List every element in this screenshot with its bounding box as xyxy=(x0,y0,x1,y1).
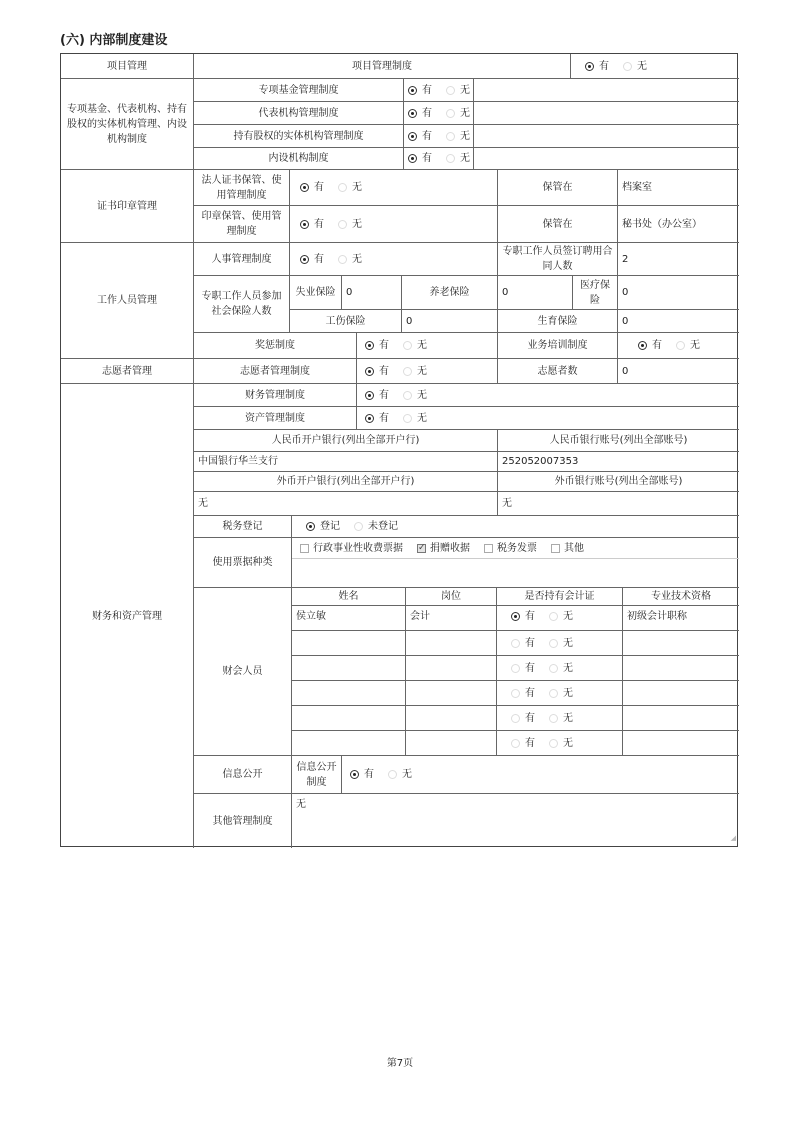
tax-unregistered-option[interactable]: 未登记 xyxy=(354,519,398,534)
fund-3-yes-option[interactable]: 有 xyxy=(408,151,432,166)
acc-header-post: 岗位 xyxy=(406,588,497,606)
radio-icon xyxy=(549,714,558,723)
acc-row-1-name[interactable] xyxy=(292,631,406,656)
acc-row-3-title[interactable] xyxy=(623,681,739,706)
fund-2-yes-option[interactable]: 有 xyxy=(408,129,432,144)
acc-row-2-post[interactable] xyxy=(406,656,497,681)
radio-selected-icon xyxy=(300,183,309,192)
project-sub-label: 项目管理制度 xyxy=(194,54,571,79)
radio-icon xyxy=(511,739,520,748)
fin-label: 财务管理制度 xyxy=(194,384,357,407)
radio-selected-icon xyxy=(408,132,417,141)
accountant-label: 财会人员 xyxy=(194,588,292,756)
radio-icon xyxy=(446,132,455,141)
radio-selected-icon xyxy=(585,62,594,71)
medical-label: 医疗保险 xyxy=(573,276,618,310)
radio-icon xyxy=(338,220,347,229)
fund-row-1-label: 代表机构管理制度 xyxy=(194,102,404,125)
section-heading: (六) 内部制度建设 xyxy=(60,33,168,48)
fund-row-1-spacer xyxy=(474,102,739,125)
checkbox-icon xyxy=(484,544,493,553)
seal-label: 证书印章管理 xyxy=(61,170,194,243)
invoice-tax-option[interactable]: 税务发票 xyxy=(484,541,537,556)
resize-handle-icon: ◢ xyxy=(730,834,736,842)
internal-system-table xyxy=(60,53,738,847)
invoice-donation-option[interactable]: ✓ 捐赠收据 xyxy=(417,541,470,556)
radio-icon xyxy=(446,109,455,118)
acc-1-yes-option[interactable]: 有 xyxy=(511,636,535,651)
volunteer-sys-label: 志愿者管理制度 xyxy=(194,359,357,384)
acc-2-yes-option[interactable]: 有 xyxy=(511,661,535,676)
insurance-label: 专职工作人员参加社会保险人数 xyxy=(194,276,290,333)
acc-row-5-title[interactable] xyxy=(623,731,739,756)
stamp-radio xyxy=(290,206,498,243)
fin-radio xyxy=(357,384,739,407)
acc-row-3-name[interactable] xyxy=(292,681,406,706)
cert-no-option[interactable]: 无 xyxy=(338,180,362,195)
fx-bank-label: 外币开户银行(列出全部开户行) xyxy=(194,472,498,492)
fund-row-0-radio xyxy=(404,79,474,102)
acc-row-5-cert xyxy=(497,731,623,756)
acc-header-cert: 是否持有会计证 xyxy=(497,588,623,606)
fund-row-1-radio xyxy=(404,102,474,125)
hr-no-option[interactable]: 无 xyxy=(338,252,362,267)
cert-radio xyxy=(290,170,498,206)
unemp-label: 失业保险 xyxy=(290,276,342,310)
acc-row-2-name[interactable] xyxy=(292,656,406,681)
fx-acct-label: 外币银行账号(列出全部账号) xyxy=(498,472,739,492)
stamp-place-value[interactable]: 秘书处（办公室） xyxy=(618,206,739,243)
acc-header-name: 姓名 xyxy=(292,588,406,606)
hr-radio xyxy=(290,243,498,276)
pension-value[interactable]: 0 xyxy=(498,276,573,310)
tax-radio xyxy=(292,516,739,538)
disclosure-sub-label: 信息公开制度 xyxy=(292,756,342,794)
radio-icon xyxy=(446,154,455,163)
radio-icon xyxy=(338,183,347,192)
invoice-divider xyxy=(292,558,739,559)
acc-row-1-title[interactable] xyxy=(623,631,739,656)
radio-icon xyxy=(403,367,412,376)
fund-row-0-spacer xyxy=(474,79,739,102)
maternity-value[interactable]: 0 xyxy=(618,310,739,333)
project-no-option[interactable]: 无 xyxy=(623,59,647,74)
asset-label: 资产管理制度 xyxy=(194,407,357,430)
radio-selected-icon xyxy=(365,341,374,350)
stamp-yes-option[interactable]: 有 xyxy=(300,217,324,232)
stamp-no-option[interactable]: 无 xyxy=(338,217,362,232)
radio-icon xyxy=(549,689,558,698)
radio-selected-icon xyxy=(300,255,309,264)
radio-icon xyxy=(511,714,520,723)
acc-3-yes-option[interactable]: 有 xyxy=(511,686,535,701)
acc-0-yes-option[interactable]: 有 xyxy=(511,609,535,624)
volunteer-label: 志愿者管理 xyxy=(61,359,194,384)
radio-selected-icon xyxy=(365,367,374,376)
fx-acct-value[interactable]: 无 xyxy=(498,492,739,516)
fx-bank-value[interactable]: 无 xyxy=(194,492,498,516)
fund-row-3-radio xyxy=(404,148,474,170)
asset-yes-option[interactable]: 有 xyxy=(365,411,389,426)
radio-icon xyxy=(403,391,412,400)
radio-icon xyxy=(388,770,397,779)
radio-selected-icon xyxy=(511,612,520,621)
radio-icon xyxy=(446,86,455,95)
fund-row-0-label: 专项基金管理制度 xyxy=(194,79,404,102)
asset-no-option[interactable]: 无 xyxy=(403,411,427,426)
rmb-acct-value[interactable]: 252052007353 xyxy=(498,452,739,472)
acc-row-2-title[interactable] xyxy=(623,656,739,681)
radio-selected-icon xyxy=(365,391,374,400)
rmb-bank-label: 人民币开户银行(列出全部开户行) xyxy=(194,430,498,452)
finance-label: 财务和资产管理 xyxy=(61,384,194,848)
fin-yes-option[interactable]: 有 xyxy=(365,388,389,403)
radio-icon xyxy=(549,639,558,648)
acc-row-5-post[interactable] xyxy=(406,731,497,756)
medical-value[interactable]: 0 xyxy=(618,276,739,310)
fund-1-no-option[interactable]: 无 xyxy=(446,106,470,121)
stamp-label: 印章保管、使用管理制度 xyxy=(194,206,290,243)
fund-row-2-label: 持有股权的实体机构管理制度 xyxy=(194,125,404,148)
acc-row-5-name[interactable] xyxy=(292,731,406,756)
radio-selected-icon xyxy=(350,770,359,779)
acc-4-yes-option[interactable]: 有 xyxy=(511,711,535,726)
other-value[interactable] xyxy=(292,794,739,848)
training-yes-option[interactable]: 有 xyxy=(638,338,662,353)
invoice-other-option[interactable]: 其他 xyxy=(551,541,584,556)
invoice-label: 使用票据种类 xyxy=(194,538,292,588)
radio-icon xyxy=(511,689,520,698)
stamp-place-label: 保管在 xyxy=(498,206,618,243)
pension-label: 养老保险 xyxy=(402,276,498,310)
acc-row-3-post[interactable] xyxy=(406,681,497,706)
checkbox-checked-icon xyxy=(417,544,426,553)
checkbox-icon xyxy=(551,544,560,553)
acc-row-4-name[interactable] xyxy=(292,706,406,731)
tax-label: 税务登记 xyxy=(194,516,292,538)
radio-selected-icon xyxy=(306,522,315,531)
acc-5-yes-option[interactable]: 有 xyxy=(511,736,535,751)
fund-row-2-spacer xyxy=(474,125,739,148)
acc-row-0-cert xyxy=(497,606,623,631)
other-value-text: 无 xyxy=(296,799,306,810)
volunteer-no-option[interactable]: 无 xyxy=(403,364,427,379)
radio-icon xyxy=(549,612,558,621)
fund-0-yes-option[interactable]: 有 xyxy=(408,83,432,98)
radio-selected-icon xyxy=(408,86,417,95)
disclosure-no-option[interactable]: 无 xyxy=(388,767,412,782)
volunteer-count-value[interactable]: 0 xyxy=(618,359,739,384)
acc-row-0-post[interactable]: 会计 xyxy=(406,606,497,631)
hr-label: 人事管理制度 xyxy=(194,243,290,276)
acc-row-4-cert xyxy=(497,706,623,731)
fund-label: 专项基金、代表机构、持有股权的实体机构管理、内设机构制度 xyxy=(61,79,194,170)
acc-1-no-option[interactable]: 无 xyxy=(549,636,573,651)
reward-yes-option[interactable]: 有 xyxy=(365,338,389,353)
acc-row-3-cert xyxy=(497,681,623,706)
fund-row-2-radio xyxy=(404,125,474,148)
asset-radio xyxy=(357,407,739,430)
training-label: 业务培训制度 xyxy=(498,333,618,359)
other-label: 其他管理制度 xyxy=(194,794,292,848)
contract-value[interactable]: 2 xyxy=(618,243,739,276)
page-number: 第7页 xyxy=(386,1058,414,1069)
radio-selected-icon xyxy=(365,414,374,423)
fin-no-option[interactable]: 无 xyxy=(403,388,427,403)
acc-0-no-option[interactable]: 无 xyxy=(549,609,573,624)
training-radio xyxy=(618,333,739,359)
radio-selected-icon xyxy=(638,341,647,350)
tax-registered-option[interactable]: 登记 xyxy=(306,519,340,534)
radio-icon xyxy=(511,639,520,648)
training-no-option[interactable]: 无 xyxy=(676,338,700,353)
acc-row-1-cert xyxy=(497,631,623,656)
maternity-label: 生育保险 xyxy=(498,310,618,333)
acc-2-no-option[interactable]: 无 xyxy=(549,661,573,676)
volunteer-radio xyxy=(357,359,498,384)
acc-row-4-title[interactable] xyxy=(623,706,739,731)
volunteer-count-label: 志愿者数 xyxy=(498,359,618,384)
acc-row-1-post[interactable] xyxy=(406,631,497,656)
checkbox-icon xyxy=(300,544,309,553)
rmb-bank-value[interactable]: 中国银行华兰支行 xyxy=(194,452,498,472)
radio-selected-icon xyxy=(408,154,417,163)
cert-place-value[interactable]: 档案室 xyxy=(618,170,739,206)
reward-radio xyxy=(357,333,498,359)
acc-row-4-post[interactable] xyxy=(406,706,497,731)
disclosure-radio xyxy=(342,756,739,794)
staff-label: 工作人员管理 xyxy=(61,243,194,359)
fund-1-yes-option[interactable]: 有 xyxy=(408,106,432,121)
project-radio-group xyxy=(571,54,739,79)
cert-label: 法人证书保管、使用管理制度 xyxy=(194,170,290,206)
invoice-admin-fee-option[interactable]: 行政事业性收费票据 xyxy=(300,541,403,556)
radio-icon xyxy=(403,341,412,350)
fund-0-no-option[interactable]: 无 xyxy=(446,83,470,98)
rmb-acct-label: 人民币银行账号(列出全部账号) xyxy=(498,430,739,452)
reward-label: 奖惩制度 xyxy=(194,333,357,359)
disclosure-yes-option[interactable]: 有 xyxy=(350,767,374,782)
project-yes-option[interactable]: 有 xyxy=(585,59,609,74)
radio-selected-icon xyxy=(408,109,417,118)
contract-label: 专职工作人员签订聘用合同人数 xyxy=(498,243,618,276)
acc-5-no-option[interactable]: 无 xyxy=(549,736,573,751)
acc-row-0-name[interactable]: 侯立敏 xyxy=(292,606,406,631)
fund-row-3-label: 内设机构制度 xyxy=(194,148,404,170)
radio-icon xyxy=(623,62,632,71)
fund-2-no-option[interactable]: 无 xyxy=(446,129,470,144)
radio-icon xyxy=(676,341,685,350)
unemp-value[interactable]: 0 xyxy=(342,276,402,310)
radio-icon xyxy=(549,664,558,673)
volunteer-yes-option[interactable]: 有 xyxy=(365,364,389,379)
radio-icon xyxy=(511,664,520,673)
fund-row-3-spacer xyxy=(474,148,739,170)
radio-icon xyxy=(549,739,558,748)
reward-no-option[interactable]: 无 xyxy=(403,338,427,353)
acc-4-no-option[interactable]: 无 xyxy=(549,711,573,726)
injury-label: 工伤保险 xyxy=(290,310,402,333)
cert-place-label: 保管在 xyxy=(498,170,618,206)
radio-selected-icon xyxy=(300,220,309,229)
acc-3-no-option[interactable]: 无 xyxy=(549,686,573,701)
hr-yes-option[interactable]: 有 xyxy=(300,252,324,267)
fund-3-no-option[interactable]: 无 xyxy=(446,151,470,166)
acc-row-0-title[interactable]: 初级会计职称 xyxy=(623,606,739,631)
radio-icon xyxy=(403,414,412,423)
injury-value[interactable]: 0 xyxy=(402,310,498,333)
radio-icon xyxy=(338,255,347,264)
cert-yes-option[interactable]: 有 xyxy=(300,180,324,195)
acc-row-2-cert xyxy=(497,656,623,681)
acc-header-title: 专业技术资格 xyxy=(623,588,739,606)
invoice-options xyxy=(292,538,739,588)
disclosure-label: 信息公开 xyxy=(194,756,292,794)
radio-icon xyxy=(354,522,363,531)
project-label: 项目管理 xyxy=(61,54,194,79)
